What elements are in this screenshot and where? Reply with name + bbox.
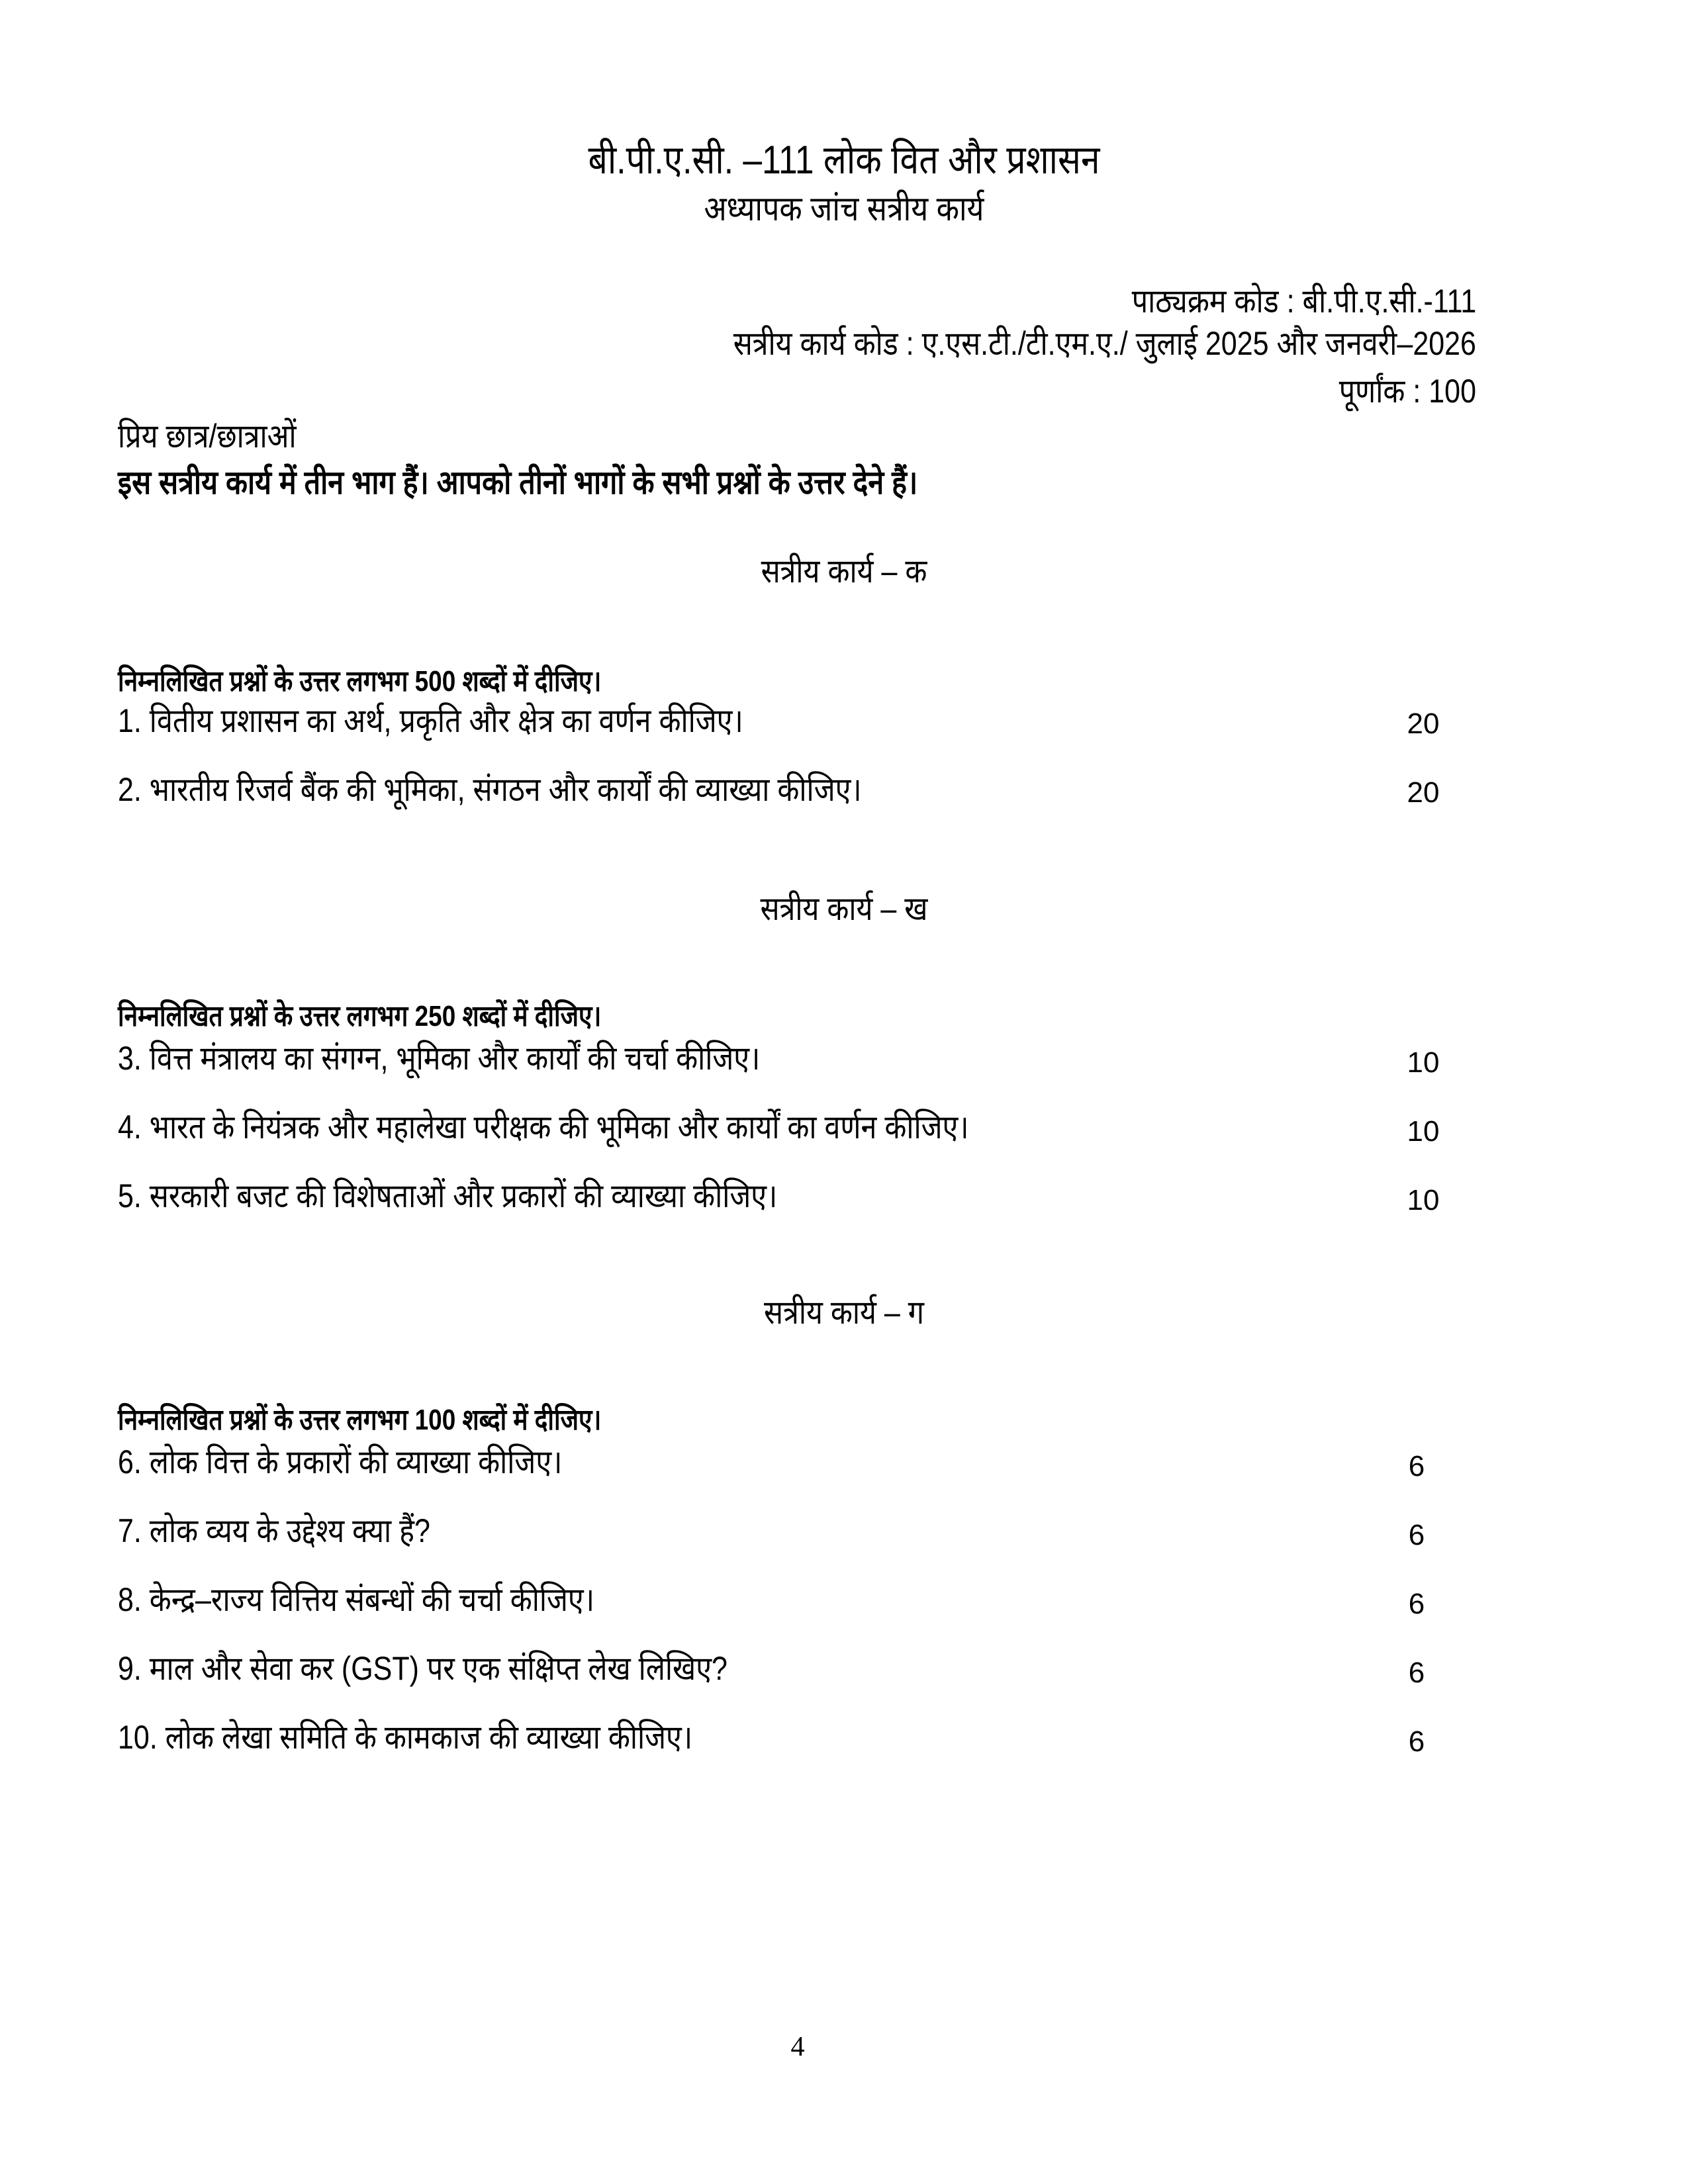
question-1: 1. वितीय प्रशासन का अर्थ, प्रकृति और क्षेत्र का वर्णन कीजिए। [118, 702, 743, 739]
section-heading-a: सत्रीय कार्य – क [761, 553, 927, 590]
question-10-marks: 6 [1408, 1725, 1425, 1758]
document-title: बी.पी.ए.सी. –111 लोक वित और प्रशासन [588, 138, 1100, 182]
question-10: 10. लोक लेखा समिति के कामकाज की व्याख्या कीजिए। [118, 1719, 693, 1756]
question-2-marks: 20 [1407, 776, 1440, 809]
section-instruction-a: निम्नलिखित प्रश्नों के उत्तर लगभग 500 शब्दों में दीजिए। [118, 665, 602, 698]
section-instruction-c: निम्नलिखित प्रश्नों के उत्तर लगभग 100 शब्दों में दीजिए। [118, 1404, 602, 1436]
course-code: पाठ्यक्रम कोड : बी.पी.ए.सी.-111 [1131, 283, 1476, 320]
document-subtitle: अध्यापक जांच सत्रीय कार्य [704, 190, 984, 228]
question-9: 9. माल और सेवा कर (GST) पर एक संक्षिप्त लेख लिखिए? [118, 1650, 727, 1687]
question-2: 2. भारतीय रिजर्व बैंक की भूमिका, संगठन और कार्यों की व्याख्या कीजिए। [118, 771, 862, 808]
section-heading-b: सत्रीय कार्य – ख [760, 890, 928, 927]
question-5-marks: 10 [1407, 1184, 1440, 1216]
salutation: प्रिय छात्र/छात्राओं [118, 418, 297, 455]
intro-text: इस सत्रीय कार्य में तीन भाग हैं। आपको तीनों भागों के सभी प्रश्नों के उत्तर देने हैं। [118, 464, 918, 501]
section-instruction-b: निम्नलिखित प्रश्नों के उत्तर लगभग 250 शब्दों में दीजिए। [118, 1000, 602, 1032]
question-7-marks: 6 [1408, 1519, 1425, 1551]
question-3-marks: 10 [1407, 1046, 1440, 1079]
question-7: 7. लोक व्यय के उद्देश्य क्या हैं? [118, 1512, 430, 1549]
max-marks: पूर्णांक : 100 [1338, 373, 1476, 410]
question-8: 8. केन्द्र–राज्य वित्तिय संबन्धों की चर्चा कीजिए। [118, 1581, 595, 1618]
question-4: 4. भारत के नियंत्रक और महालेखा परीक्षक की भूमिका और कार्यों का वर्णन कीजिए। [118, 1109, 969, 1146]
page-number: 4 [790, 2032, 805, 2062]
question-6: 6. लोक वित्त के प्रकारों की व्याख्या कीजिए। [118, 1443, 563, 1480]
question-8-marks: 6 [1408, 1588, 1425, 1620]
question-1-marks: 20 [1407, 707, 1440, 740]
question-6-marks: 6 [1408, 1450, 1425, 1482]
assignment-code: सत्रीय कार्य कोड : ए.एस.टी./टी.एम.ए./ जुलाई 2025 और जनवरी–2026 [733, 325, 1476, 362]
question-4-marks: 10 [1407, 1115, 1440, 1148]
question-3: 3. वित्त मंत्रालय का संगग्न, भूमिका और कार्यों की चर्चा कीजिए। [118, 1040, 761, 1077]
question-9-marks: 6 [1408, 1657, 1425, 1689]
section-heading-c: सत्रीय कार्य – ग [764, 1294, 924, 1331]
question-5: 5. सरकारी बजट की विशेषताओं और प्रकारों की व्याख्या कीजिए। [118, 1177, 778, 1214]
